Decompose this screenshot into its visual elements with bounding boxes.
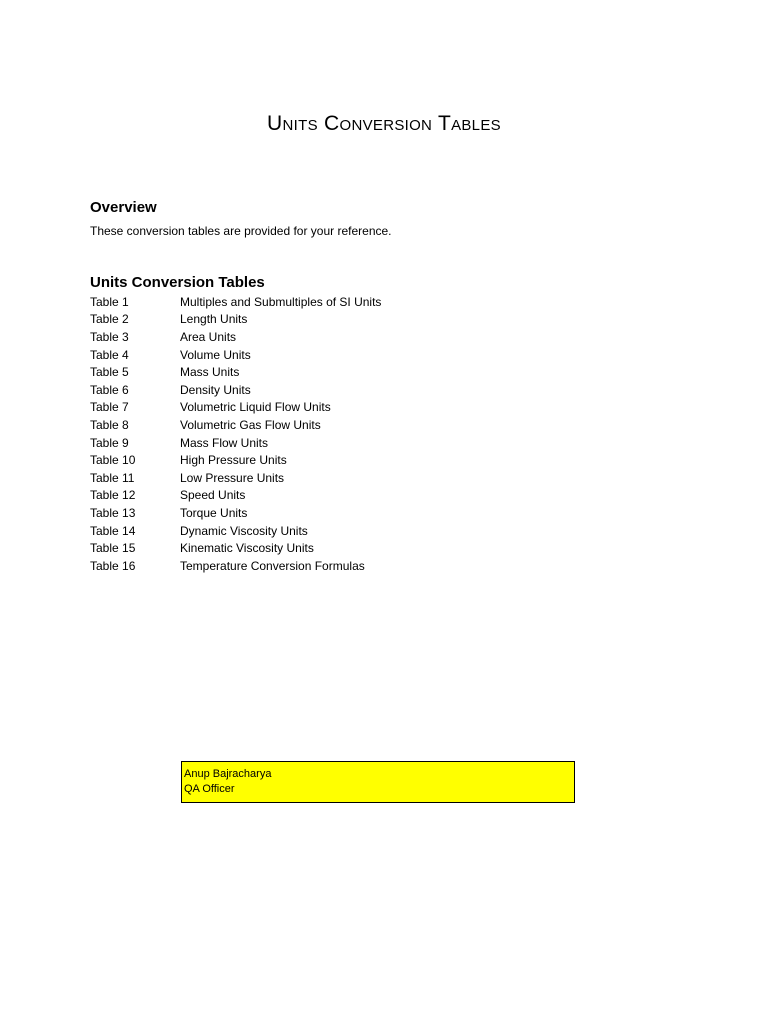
- signature-name: Anup Bajracharya: [184, 768, 272, 780]
- table-number: Table 15: [90, 541, 136, 556]
- table-number: Table 4: [90, 347, 129, 362]
- table-number: Table 7: [90, 400, 129, 415]
- table-number: Table 9: [90, 435, 129, 450]
- table-number: Table 6: [90, 382, 129, 397]
- document-title: Units Conversion Tables: [267, 112, 501, 135]
- list-item: [90, 346, 381, 364]
- list-item: [90, 311, 381, 329]
- list-item: [90, 487, 381, 505]
- table-number: Table 12: [90, 488, 136, 503]
- table-name: Density Units: [180, 382, 251, 397]
- list-item: [90, 363, 381, 381]
- table-name: Mass Flow Units: [180, 435, 269, 450]
- list-item: [90, 399, 381, 417]
- list-item: [90, 328, 381, 346]
- list-item: [90, 434, 381, 452]
- table-number: Table 16: [90, 558, 136, 573]
- table-name: Multiples and Submultiples of SI Units: [180, 294, 382, 309]
- table-name: Temperature Conversion Formulas: [180, 558, 365, 573]
- table-number: Table 8: [90, 417, 129, 432]
- table-number: Table 2: [90, 312, 129, 327]
- tables-heading: Units Conversion Tables: [90, 274, 265, 291]
- list-item: [90, 451, 381, 469]
- list-item: [90, 416, 381, 434]
- table-name: Volumetric Liquid Flow Units: [180, 400, 331, 415]
- table-number: Table 3: [90, 329, 129, 344]
- table-number: Table 13: [90, 505, 136, 520]
- table-name: Mass Units: [180, 365, 240, 380]
- signature-box: [181, 761, 575, 803]
- table-name: Kinematic Viscosity Units: [180, 541, 314, 556]
- table-name: High Pressure Units: [180, 453, 287, 468]
- table-name: Length Units: [180, 312, 248, 327]
- table-number: Table 1: [90, 294, 129, 309]
- table-name: Volumetric Gas Flow Units: [180, 417, 321, 432]
- signature-role: QA Officer: [184, 783, 235, 795]
- table-list: [90, 293, 381, 575]
- overview-heading: Overview: [90, 199, 157, 216]
- list-item: [90, 557, 381, 575]
- table-number: Table 10: [90, 453, 136, 468]
- table-name: Volume Units: [180, 347, 251, 362]
- table-name: Speed Units: [180, 488, 246, 503]
- table-number: Table 14: [90, 523, 136, 538]
- table-name: Dynamic Viscosity Units: [180, 523, 308, 538]
- list-item: [90, 381, 381, 399]
- overview-text: These conversion tables are provided for your reference.: [90, 224, 392, 238]
- list-item: [90, 504, 381, 522]
- table-number: Table 11: [90, 470, 135, 485]
- table-name: Low Pressure Units: [180, 470, 285, 485]
- list-item: [90, 293, 381, 311]
- list-item: [90, 469, 381, 487]
- list-item: [90, 522, 381, 540]
- table-name: Area Units: [180, 329, 237, 344]
- table-name: Torque Units: [180, 505, 248, 520]
- list-item: [90, 539, 381, 557]
- table-number: Table 5: [90, 365, 129, 380]
